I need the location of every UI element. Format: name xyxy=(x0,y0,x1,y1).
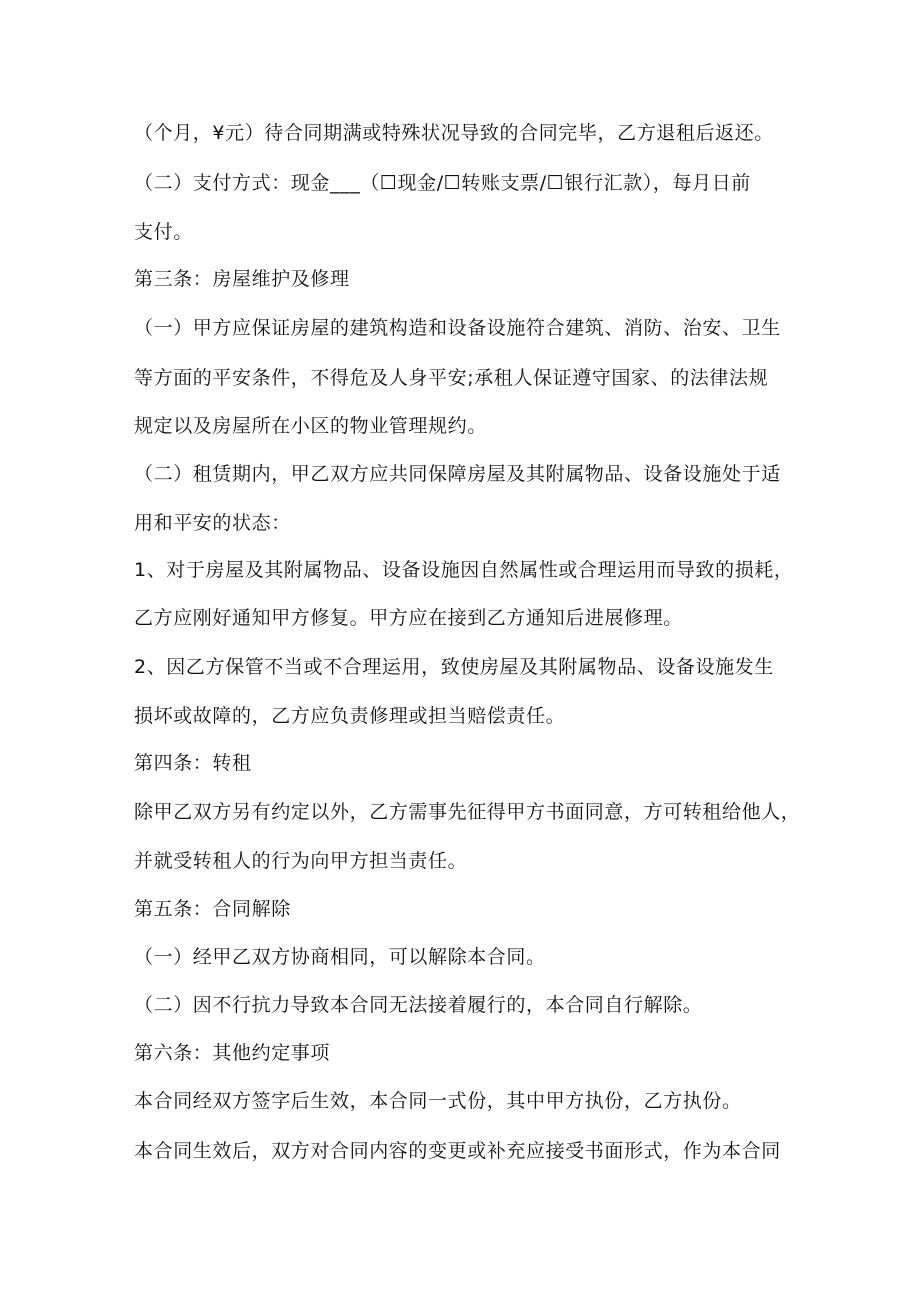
section-heading: 第五条：合同解除 xyxy=(134,898,291,920)
text-line: （二）因不行抗力导致本合同无法接着履行的，本合同自行解除。 xyxy=(134,994,703,1016)
text-line: 并就受转租人的行为向甲方担当责任。 xyxy=(134,850,468,872)
text-line: （二）支付方式：现金___（☐现金/☐转账支票/☐银行汇款），每月日前 xyxy=(134,172,751,194)
text-line: （二）租赁期内，甲乙双方应共同保障房屋及其附属物品、设备设施处于适 xyxy=(134,463,781,485)
text-line: （一）甲方应保证房屋的建筑构造和设备设施符合建筑、消防、治安、卫生 xyxy=(134,317,781,339)
text-line: 1、对于房屋及其附属物品、设备设施因自然属性或合理运用而导致的损耗， xyxy=(134,559,794,581)
text-line: 2、因乙方保管不当或不合理运用，致使房屋及其附属物品、设备设施发生 xyxy=(134,656,774,678)
text-line: 乙方应刚好通知甲方修复。甲方应在接到乙方通知后进展修理。 xyxy=(134,607,683,629)
text-line: （一）经甲乙双方协商相同，可以解除本合同。 xyxy=(134,946,546,968)
text-line: 支付。 xyxy=(134,221,193,243)
section-heading: 第六条：其他约定事项 xyxy=(134,1042,331,1064)
section-heading: 第四条：转租 xyxy=(134,752,252,774)
text-line: 等方面的平安条件，不得危及人身平安;承租人保证遵守国家、的法律法规 xyxy=(134,367,769,389)
text-line: 本合同生效后，双方对合同内容的变更或补充应接受书面形式，作为本合同 xyxy=(134,1140,781,1162)
text-line: 除甲乙双方另有约定以外，乙方需事先征得甲方书面同意，方可转租给他人， xyxy=(134,801,801,823)
section-heading: 第三条：房屋维护及修理 xyxy=(134,268,350,290)
text-line: 损坏或故障的，乙方应负责修理或担当赔偿责任。 xyxy=(134,705,566,727)
text-line: （个月，¥元）待合同期满或特殊状况导致的合同完毕，乙方退租后返还。 xyxy=(134,122,774,144)
text-line: 本合同经双方签字后生效，本合同一式份，其中甲方执份，乙方执份。 xyxy=(134,1090,742,1112)
text-line: 用和平安的状态： xyxy=(134,512,291,534)
text-line: 规定以及房屋所在小区的物业管理规约。 xyxy=(134,415,487,437)
